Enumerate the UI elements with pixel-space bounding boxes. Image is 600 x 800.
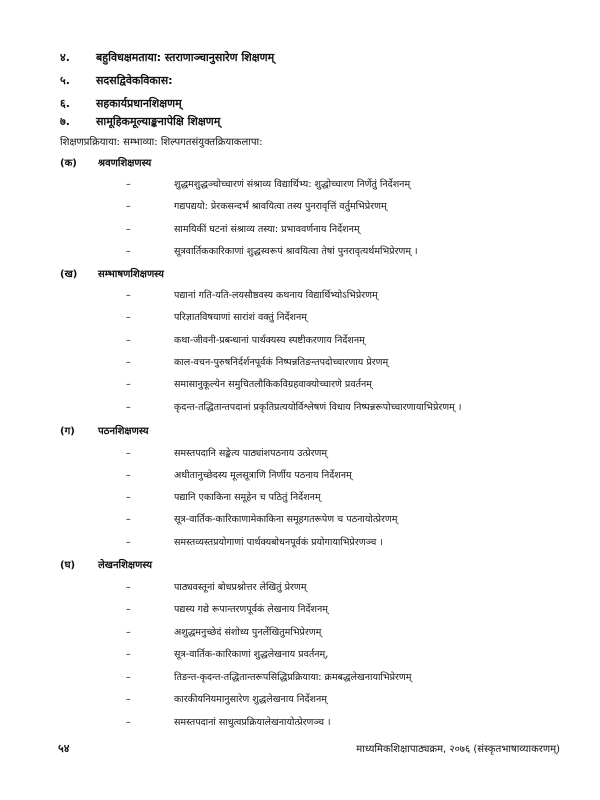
section-title: सम्भाषणशिक्षणस्य	[98, 269, 164, 280]
numbered-item-4	[60, 50, 274, 65]
dash-icon: –	[126, 402, 131, 413]
list-item: – परिज्ञातविषयाणां सारांशं वक्तुं निर्देशनम्	[126, 312, 307, 323]
dash-icon: –	[126, 604, 131, 615]
dash-icon: –	[126, 514, 131, 525]
dash-icon: –	[126, 672, 131, 683]
dash-icon: –	[126, 335, 131, 346]
dash-icon: –	[126, 448, 131, 459]
dash-icon: –	[126, 224, 131, 235]
list-item: – अधीतानुच्छेदस्य मूलसूत्राणि निर्णीय पठनाय निर्देशनम्	[126, 470, 352, 481]
list-item: – सामयिकीं घटनां संश्राव्य तस्या: प्रभाववर्णनाय निर्देशनम्	[126, 224, 360, 235]
list-item: – पद्यानि एकाकिना समूहेन च पठितुं निर्देशनम्	[126, 492, 321, 503]
item-text: बहुविधक्षमताया: स्तराणाञ्चानुसारेण शिक्षणम्	[96, 51, 275, 64]
section-title: लेखनशिक्षणस्य	[98, 560, 152, 571]
item-number: ४.	[60, 51, 70, 64]
item-number: ६.	[60, 97, 70, 110]
section-mark: (घ)	[60, 560, 76, 571]
dash-icon: –	[126, 537, 131, 548]
section-mark: (ख)	[60, 269, 78, 280]
dash-icon: –	[126, 649, 131, 660]
page-number: ५४	[58, 742, 70, 755]
list-item: – गद्यपद्ययो: प्रेरकसन्दर्भं श्रावयित्वा तस्य पुनरावृत्तिं वर्तुमभिप्रेरणम्	[126, 201, 387, 212]
item-number: ५.	[60, 74, 70, 87]
list-item: – तिङन्त-कृदन्त-तद्धितान्तरूपसिद्धिप्रक्रियाया: क्रमबद्धलेखनायाभिप्रेरणम्	[126, 672, 412, 683]
section-title: पठनशिक्षणस्य	[98, 426, 149, 437]
dash-icon: –	[126, 246, 131, 257]
dash-icon: –	[126, 694, 131, 705]
dash-icon: –	[126, 717, 131, 728]
dash-icon: –	[126, 627, 131, 638]
list-item: – समासानुकूल्येन समुचितलौकिकविग्रहवाक्योच्चारणे प्रवर्तनम्	[126, 379, 372, 390]
list-item: – पद्यस्य गद्ये रूपान्तरणपूर्वकं लेखनाय निर्देशनम्	[126, 604, 328, 615]
list-item: – शुद्धमशुद्धञ्चोच्चारणं संश्राव्य विद्यार्थिभ्य: शुद्धोच्चारण निर्णेतुं निर्देशनम्	[126, 179, 411, 190]
item-number: ७.	[60, 115, 70, 128]
list-item: – पद्यानां गति-यति-लयसौष्ठवस्य कथनाय विद्यार्थिभ्योऽभिप्रेरणम्	[126, 290, 378, 301]
list-item: – सूत्र-वार्तिक-कारिकाणामेकाकिना समूहगतरूपेण च पठनायोत्प्रेरणम्	[126, 514, 398, 525]
footer-title: माध्यमिकशिक्षापाठ्यक्रम, २०७६ (संस्कृतभाषाव्याकरणम्)	[356, 744, 560, 755]
list-item: – समस्तव्यस्तप्रयोगाणां पार्थक्यबोधनपूर्वकं प्रयोगायाभिप्रेरणञ्च ।	[126, 537, 383, 548]
section-title: श्रवणशिक्षणस्य	[98, 158, 152, 169]
dash-icon: –	[126, 582, 131, 593]
section-heading-gha	[60, 557, 152, 571]
list-item: – अशुद्धमनुच्छेदं संशोध्य पुनर्लेखितुमभिप्रेरणम्	[126, 627, 322, 638]
list-item: – पाठ्यवस्तूनां बोधप्रश्नोत्तर लेखितुं प्रेरणम्	[126, 582, 307, 593]
list-item: – सूत्रवार्तिककारिकाणां शुद्धस्वरूपं श्रावयित्वा तेषां पुनरावृत्यर्थमभिप्रेरणम् ।	[126, 246, 418, 257]
list-item: – कृदन्त-तद्धितान्तपदानां प्रकृतिप्रत्ययोर्विश्लेषणं विधाय निष्पन्नरूपोच्चारणायाभिप्रेरणम् ।	[126, 402, 462, 413]
dash-icon: –	[126, 179, 131, 190]
list-item: – काल-वचन-पुरुषनिर्दर्शनपूर्वकं निष्पन्नतिङन्तपदोच्चारणाय प्रेरणम्	[126, 357, 389, 368]
dash-icon: –	[126, 492, 131, 503]
section-heading-ga	[60, 423, 149, 437]
list-item: – कथा-जीवनी-प्रबन्धानां पार्थक्यस्य स्पष्टीकरणाय निर्देशनम्	[126, 335, 365, 346]
dash-icon: –	[126, 201, 131, 212]
dash-icon: –	[126, 357, 131, 368]
dash-icon: –	[126, 312, 131, 323]
numbered-item-5	[60, 73, 173, 88]
numbered-item-6	[60, 96, 182, 111]
section-heading-ka	[60, 155, 151, 169]
section-heading-kha	[60, 266, 164, 280]
list-item: – कारकीयनियमानुसारेण शुद्धलेखनाय निर्देशनम्	[126, 694, 327, 705]
section-mark: (ग)	[60, 426, 75, 437]
intro-line: शिक्षणप्रक्रियाया: सम्भाव्या: शिल्पगतसंयुक्तक्रियाकलापा:	[60, 137, 263, 148]
item-text: सहकार्यप्रधानशिक्षणम्	[96, 97, 182, 110]
list-item: – समस्तपदानां साधुत्वप्रक्रियालेखनायोत्प्रेरणञ्च ।	[126, 717, 331, 728]
dash-icon: –	[126, 470, 131, 481]
item-text: सदसद्विवेकविकास:	[96, 74, 173, 87]
item-text: सामूहिकमूल्याङ्कनापेक्षि शिक्षणम्	[96, 115, 221, 128]
list-item: – सूत्र-वार्तिक-कारिकाणां शुद्धलेखनाय प्रवर्तनम्,	[126, 649, 329, 660]
list-item: – समस्तपदानि सङ्केत्य पाठ्यांशपठनाय उत्प्रेरणम्	[126, 448, 328, 459]
numbered-item-7	[60, 114, 220, 129]
dash-icon: –	[126, 379, 131, 390]
dash-icon: –	[126, 290, 131, 301]
section-mark: (क)	[60, 158, 77, 169]
